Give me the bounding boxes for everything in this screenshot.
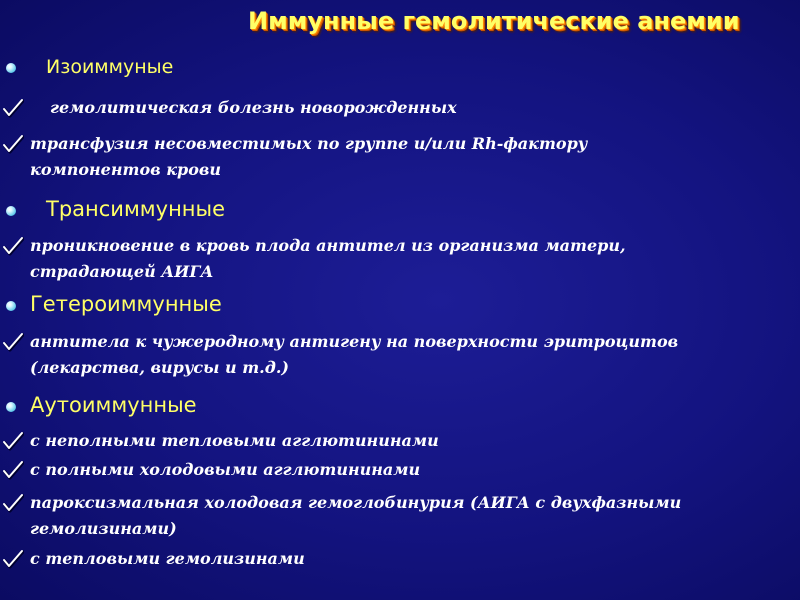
list-item-text: антитела к чужеродному антигену на поверхности эритроцитов [30,332,679,351]
bullet-circle-icon [6,206,16,216]
checkmark-icon [2,460,24,480]
section-heading: Аутоиммунные [30,393,197,417]
list-item-text: (лекарства, вирусы и т.д.) [30,358,289,377]
bullet-circle-icon [6,301,16,311]
section-heading: Трансиммунные [46,197,226,221]
checkmark-icon [2,332,24,352]
checkmark-icon [2,134,24,154]
list-item-text: трансфузия несовместимых по группе и/или Rh-фактору [30,134,588,153]
list-item-text: проникновение в кровь плода антител из организма матери, [30,236,626,255]
bullet-circle-icon [6,402,16,412]
list-item-text: пароксизмальная холодовая гемоглобинурия (АИГА с двухфазными [30,493,682,512]
checkmark-icon [2,236,24,256]
checkmark-icon [2,493,24,513]
slide-title: Иммунные гемолитические анемии [248,7,740,35]
list-item-text: компонентов крови [30,160,222,179]
list-item-text: гемолизинами) [30,519,177,538]
checkmark-icon [2,431,24,451]
list-item-text: с неполными тепловыми агглютининами [30,431,439,450]
list-item-text: гемолитическая болезнь новорожденных [50,98,457,117]
list-item-text: страдающей АИГА [30,262,214,281]
checkmark-icon [2,98,24,118]
section-heading: Гетероиммунные [30,292,222,316]
checkmark-icon [2,549,24,569]
list-item-text: с полными холодовыми агглютининами [30,460,421,479]
list-item-text: с тепловыми гемолизинами [30,549,305,568]
section-heading: Изоиммуные [46,56,174,78]
